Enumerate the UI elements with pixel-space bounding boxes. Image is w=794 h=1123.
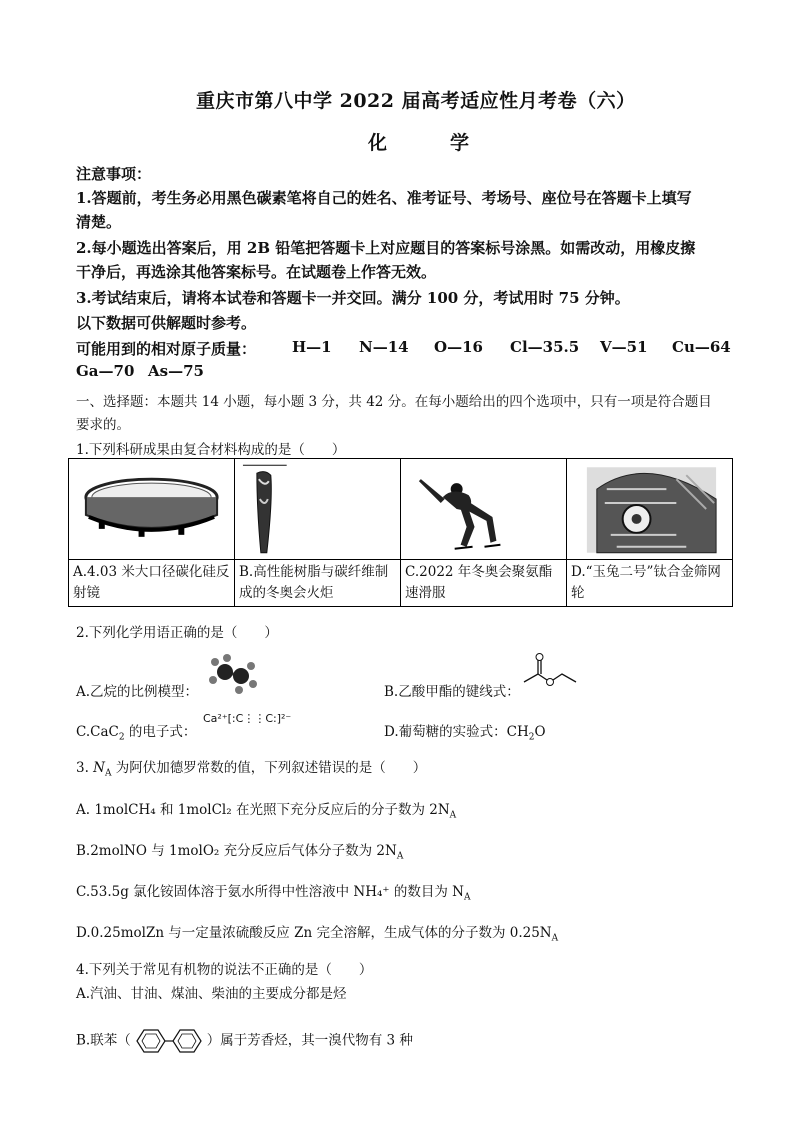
page-title: 重庆市第八中学 2022 届高考适应性月考卷（六） xyxy=(196,90,636,112)
q1-image-a xyxy=(69,459,235,560)
rover-wheel-image xyxy=(567,459,732,559)
q2-option-b: B.乙酸甲酯的键线式： xyxy=(384,684,520,700)
q2-option-a: A.乙烷的比例模型： xyxy=(76,684,199,700)
atomic-mass-cu: Cu—64 xyxy=(672,338,731,356)
q2-option-c: C.CaC$_2$ 的电子式： xyxy=(76,724,197,743)
atomic-mass-cl: Cl—35.5 xyxy=(510,338,580,356)
calcium-carbide-electron-formula: Ca²⁺[:C⋮⋮C:]²⁻ xyxy=(203,712,292,725)
notice-item-1: 1.答题前，考生务必用黑色碳素笔将自己的姓名、准考证号、考场号、座位号在答题卡上填写 xyxy=(76,189,692,207)
q3-option-c: C.53.5g 氯化铵固体溶于氨水所得中性溶液中 NH₄⁺ 的数目为 $N_A$ xyxy=(76,884,471,903)
q1-image-d xyxy=(567,459,733,560)
q3-option-d: D.0.25molZn 与一定量浓硫酸反应 Zn 完全溶解，生成气体的分子数为 $0.25N_A$ xyxy=(76,925,559,944)
atomic-mass-ga: Ga—70 xyxy=(76,362,135,380)
notice-heading: 注意事项： xyxy=(76,165,152,183)
notice-item-3: 3.考试结束后，请将本试卷和答题卡一并交回。满分 100 分，考试用时 75 分钟。 xyxy=(76,289,630,307)
q3-stem: 3. $N_A$ 为阿伏加德罗常数的值，下列叙述错误的是（ ） xyxy=(76,760,427,779)
q1-options-table xyxy=(68,458,733,607)
reference-note: 以下数据可供解题时参考。 xyxy=(76,314,257,332)
q1-image-b xyxy=(235,459,401,560)
atomic-mass-v: V—51 xyxy=(600,338,648,356)
atomic-mass-o: O—16 xyxy=(434,338,483,356)
atomic-mass-label: 可能用到的相对原子质量： xyxy=(76,340,257,358)
q1-option-d: D.“玉兔二号”钛合金筛网轮 xyxy=(567,560,733,607)
q1-image-c xyxy=(401,459,567,560)
methyl-acetate-skeletal-image xyxy=(520,650,582,692)
subject-title: 化 学 xyxy=(368,132,492,154)
q1-stem: 1.下列科研成果由复合材料构成的是（ ） xyxy=(76,442,346,458)
q4-stem: 4.下列关于常见有机物的说法不正确的是（ ） xyxy=(76,962,373,978)
q1-option-a: A.4.03 米大口径碳化硅反射镜 xyxy=(69,560,235,607)
notice-item-1-cont: 清楚。 xyxy=(76,213,122,231)
section-heading-cont: 要求的。 xyxy=(76,417,130,433)
notice-item-2-cont: 干净后，再选涂其他答案标号。在试题卷上作答无效。 xyxy=(76,263,437,281)
q4-option-b: B.联苯（ ）属于芳香烃，其一溴代物有 3 种 xyxy=(76,1026,413,1056)
atomic-mass-as: As—75 xyxy=(148,362,204,380)
atomic-mass-n: N—14 xyxy=(359,338,409,356)
q3-option-a: A. 1molCH₄ 和 1molCl₂ 在光照下充分反应后的分子数为 $2N_A$ xyxy=(76,802,457,821)
notice-item-2: 2.每小题选出答案后，用 2B 铅笔把答题卡上对应题目的答案标号涂黑。如需改动，用橡皮擦 xyxy=(76,239,696,257)
atomic-mass-h: H—1 xyxy=(292,338,332,356)
section-heading: 一、选择题：本题共 14 小题，每小题 3 分，共 42 分。在每小题给出的四个选项中，只有一项是符合题目 xyxy=(76,394,712,410)
q4-option-a: A.汽油、甘油、煤油、柴油的主要成分都是烃 xyxy=(76,986,347,1002)
mirror-image xyxy=(69,459,234,559)
q2-option-d: D.葡萄糖的实验式：$CH_2O$ xyxy=(384,724,546,743)
q3-option-b: B.2molNO 与 1molO₂ 充分反应后气体分子数为 $2N_A$ xyxy=(76,843,404,862)
ethane-model-image xyxy=(203,650,263,700)
q2-stem: 2.下列化学用语正确的是（ ） xyxy=(76,625,278,641)
q1-option-c: C.2022 年冬奥会聚氨酯速滑服 xyxy=(401,560,567,607)
skater-image xyxy=(401,459,566,559)
torch-image xyxy=(235,459,400,559)
biphenyl-structure-image xyxy=(131,1026,207,1056)
q1-option-b: B.高性能树脂与碳纤维制成的冬奥会火炬 xyxy=(235,560,401,607)
